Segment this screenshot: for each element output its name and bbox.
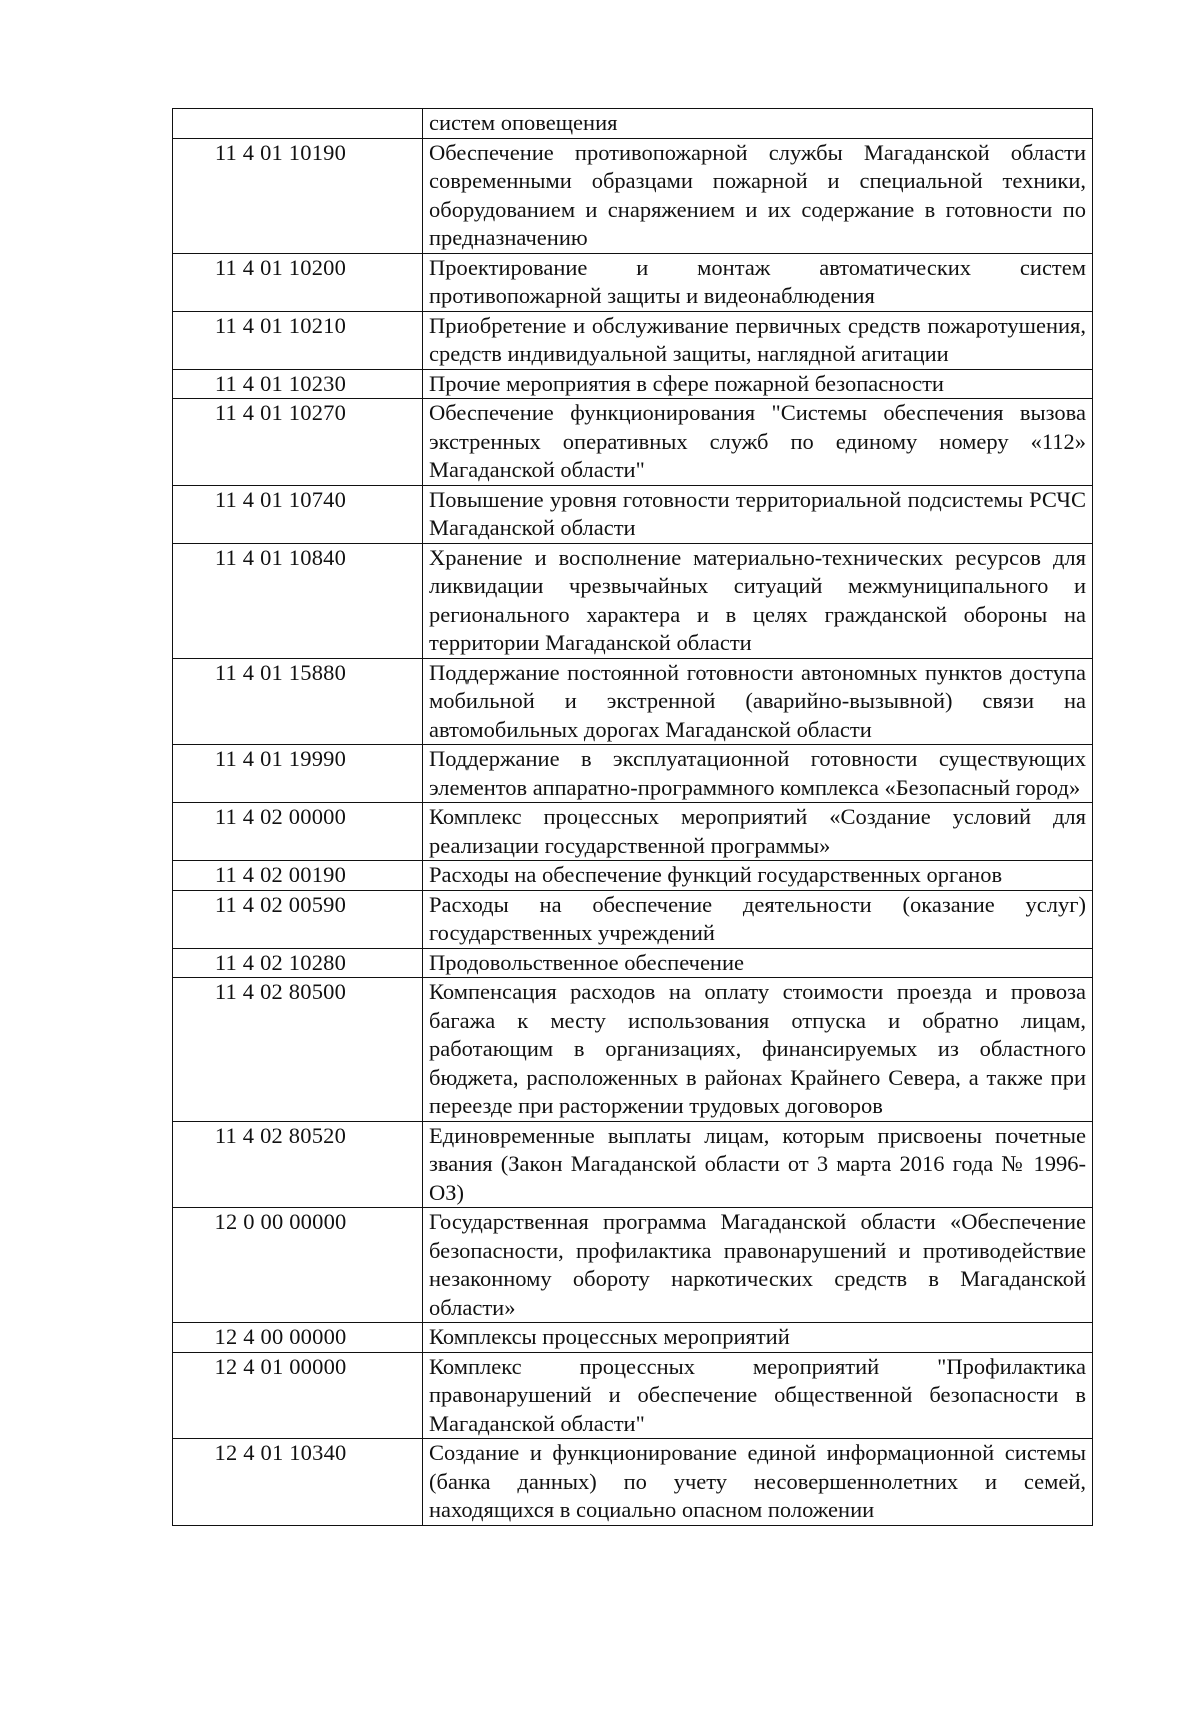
- row-code: 11 4 01 19990: [173, 745, 423, 803]
- row-code: [173, 109, 423, 139]
- row-code: 11 4 02 00590: [173, 890, 423, 948]
- row-name: Расходы на обеспечение деятельности (оказание услуг) государственных учреждений: [423, 890, 1093, 948]
- row-name: Комплекс процессных мероприятий «Создание условий для реализации государственной программы»: [423, 803, 1093, 861]
- row-name: Хранение и восполнение материально-технических ресурсов для ликвидации чрезвычайных ситуаций межмуниципального и регионального характера и в целях гражданской обороны на территории Магаданской области: [423, 543, 1093, 658]
- table-row: [173, 803, 1093, 861]
- row-code: 11 4 02 00190: [173, 861, 423, 891]
- table-row: [173, 1208, 1093, 1323]
- table-row: [173, 369, 1093, 399]
- row-code: 11 4 02 80500: [173, 978, 423, 1122]
- row-name: Комплекс процессных мероприятий "Профилактика правонарушений и обеспечение общественной безопасности в Магаданской области": [423, 1352, 1093, 1439]
- row-name: Поддержание постоянной готовности автономных пунктов доступа мобильной и экстренной (аварийно-вызывной) связи на автомобильных дорогах Магаданской области: [423, 658, 1093, 745]
- table-row: [173, 109, 1093, 139]
- table-row: [173, 1439, 1093, 1526]
- table-row: [173, 978, 1093, 1122]
- row-code: 11 4 02 00000: [173, 803, 423, 861]
- table-row: [173, 543, 1093, 658]
- table-row: [173, 658, 1093, 745]
- table-row: [173, 1323, 1093, 1353]
- row-name: Приобретение и обслуживание первичных средств пожаротушения, средств индивидуальной защиты, наглядной агитации: [423, 311, 1093, 369]
- table-row: [173, 890, 1093, 948]
- row-name: систем оповещения: [423, 109, 1093, 139]
- row-name: Расходы на обеспечение функций государственных органов: [423, 861, 1093, 891]
- table-row: [173, 861, 1093, 891]
- table-row: [173, 1121, 1093, 1208]
- row-code: 11 4 01 10200: [173, 253, 423, 311]
- table-row: [173, 745, 1093, 803]
- table-row: [173, 948, 1093, 978]
- row-name: Проектирование и монтаж автоматических систем противопожарной защиты и видеонаблюдения: [423, 253, 1093, 311]
- row-name: Комплексы процессных мероприятий: [423, 1323, 1093, 1353]
- row-code: 11 4 01 10210: [173, 311, 423, 369]
- table-row: [173, 138, 1093, 253]
- row-code: 11 4 01 10270: [173, 399, 423, 486]
- row-code: 12 0 00 00000: [173, 1208, 423, 1323]
- row-name: Компенсация расходов на оплату стоимости проезда и провоза багажа к месту использования отпуска и обратно лицам, работающим в организациях, финансируемых из областного бюджета, расположенных в районах Крайнего Севера, а также при переезде при расторжении трудовых договоров: [423, 978, 1093, 1122]
- row-name: Единовременные выплаты лицам, которым присвоены почетные звания (Закон Магаданской области от 3 марта 2016 года № 1996-ОЗ): [423, 1121, 1093, 1208]
- row-name: Повышение уровня готовности территориальной подсистемы РСЧС Магаданской области: [423, 485, 1093, 543]
- row-name: Государственная программа Магаданской области «Обеспечение безопасности, профилактика правонарушений и противодействие незаконному обороту наркотических средств в Магаданской области»: [423, 1208, 1093, 1323]
- table-row: [173, 485, 1093, 543]
- row-name: Продовольственное обеспечение: [423, 948, 1093, 978]
- row-code: 11 4 01 10740: [173, 485, 423, 543]
- row-code: 12 4 00 00000: [173, 1323, 423, 1353]
- table-row: [173, 253, 1093, 311]
- row-code: 12 4 01 10340: [173, 1439, 423, 1526]
- row-code: 12 4 01 00000: [173, 1352, 423, 1439]
- row-code: 11 4 02 80520: [173, 1121, 423, 1208]
- budget-classification-table: [172, 108, 1093, 1526]
- row-code: 11 4 01 10190: [173, 138, 423, 253]
- row-name: Обеспечение функционирования "Системы обеспечения вызова экстренных оперативных служб по единому номеру «112» Магаданской области": [423, 399, 1093, 486]
- row-name: Обеспечение противопожарной службы Магаданской области современными образцами пожарной и специальной техники, оборудованием и снаряжением и их содержание в готовности по предназначению: [423, 138, 1093, 253]
- table-row: [173, 1352, 1093, 1439]
- row-name: Создание и функционирование единой информационной системы (банка данных) по учету несовершеннолетних и семей, находящихся в социально опасном положении: [423, 1439, 1093, 1526]
- table-row: [173, 311, 1093, 369]
- row-code: 11 4 01 15880: [173, 658, 423, 745]
- row-code: 11 4 02 10280: [173, 948, 423, 978]
- row-name: Прочие мероприятия в сфере пожарной безопасности: [423, 369, 1093, 399]
- row-code: 11 4 01 10230: [173, 369, 423, 399]
- row-code: 11 4 01 10840: [173, 543, 423, 658]
- row-name: Поддержание в эксплуатационной готовности существующих элементов аппаратно-программного комплекса «Безопасный город»: [423, 745, 1093, 803]
- table-row: [173, 399, 1093, 486]
